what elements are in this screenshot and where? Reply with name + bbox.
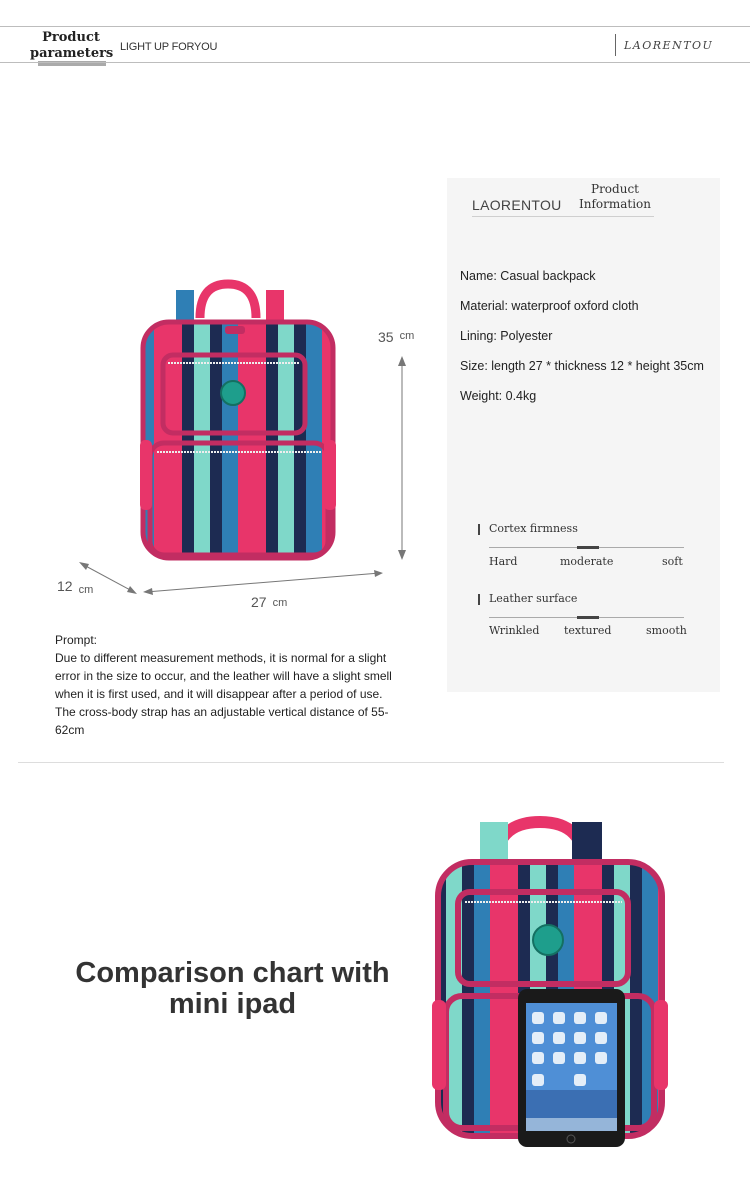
prompt-label: Prompt: [55, 633, 98, 647]
surface-scale-indicator [577, 616, 599, 619]
spec-size: Size: length 27 * thickness 12 * height 35cm [460, 359, 704, 373]
backpack-with-tablet-image [432, 822, 668, 1147]
firmness-label-hard: Hard [489, 555, 518, 568]
panel-brand: LAORENTOU [472, 197, 562, 213]
feature-title-firmness: Cortex firmness [489, 522, 578, 535]
section-title: Product parameters [30, 30, 114, 61]
spec-material: Material: waterproof oxford cloth [460, 299, 639, 313]
prompt-note [55, 631, 395, 739]
prompt-text: Due to different measurement methods, it is normal for a slight error in the size to occur, and the leather will have a slight smell when it is first used, and it will disappear after a period of use. The cross-body strap has an adjustable vertical distance of 55-62cm [55, 651, 392, 737]
firmness-label-moderate: moderate [560, 555, 614, 568]
header-brand-logo: LAORENTOU [624, 39, 714, 52]
surface-label-smooth: smooth [646, 624, 687, 637]
width-dimension-arrow [143, 570, 383, 595]
feature-marker [478, 594, 480, 605]
depth-value: 12 [57, 578, 73, 594]
panel-heading [573, 182, 657, 212]
width-value: 27 [251, 594, 267, 610]
panel-heading-underline [472, 216, 654, 217]
firmness-label-soft: soft [662, 555, 683, 568]
depth-unit: cm [78, 584, 94, 596]
spec-name: Name: Casual backpack [460, 269, 596, 283]
height-unit: cm [399, 330, 415, 342]
comparison-title: Comparison chart with mini ipad [75, 957, 390, 1020]
spec-weight: Weight: 0.4kg [460, 389, 537, 403]
section-subtitle: LIGHT UP FORYOU [120, 41, 218, 53]
width-unit: cm [272, 597, 288, 609]
firmness-scale-indicator [577, 546, 599, 549]
width-dimension-label [251, 594, 287, 612]
product-info-panel [447, 178, 720, 692]
depth-dimension-label [57, 578, 93, 596]
section-divider [18, 762, 724, 763]
height-dimension-label [378, 329, 414, 347]
feature-marker [478, 524, 480, 535]
height-value: 35 [378, 329, 394, 345]
surface-label-wrinkled: Wrinkled [489, 624, 540, 637]
panel-heading-text: Product Information [578, 182, 652, 211]
height-dimension-arrow [398, 356, 406, 560]
feature-title-surface: Leather surface [489, 592, 578, 605]
spec-lining: Lining: Polyester [460, 329, 553, 343]
surface-label-textured: textured [564, 624, 612, 637]
backpack-image [140, 284, 336, 558]
